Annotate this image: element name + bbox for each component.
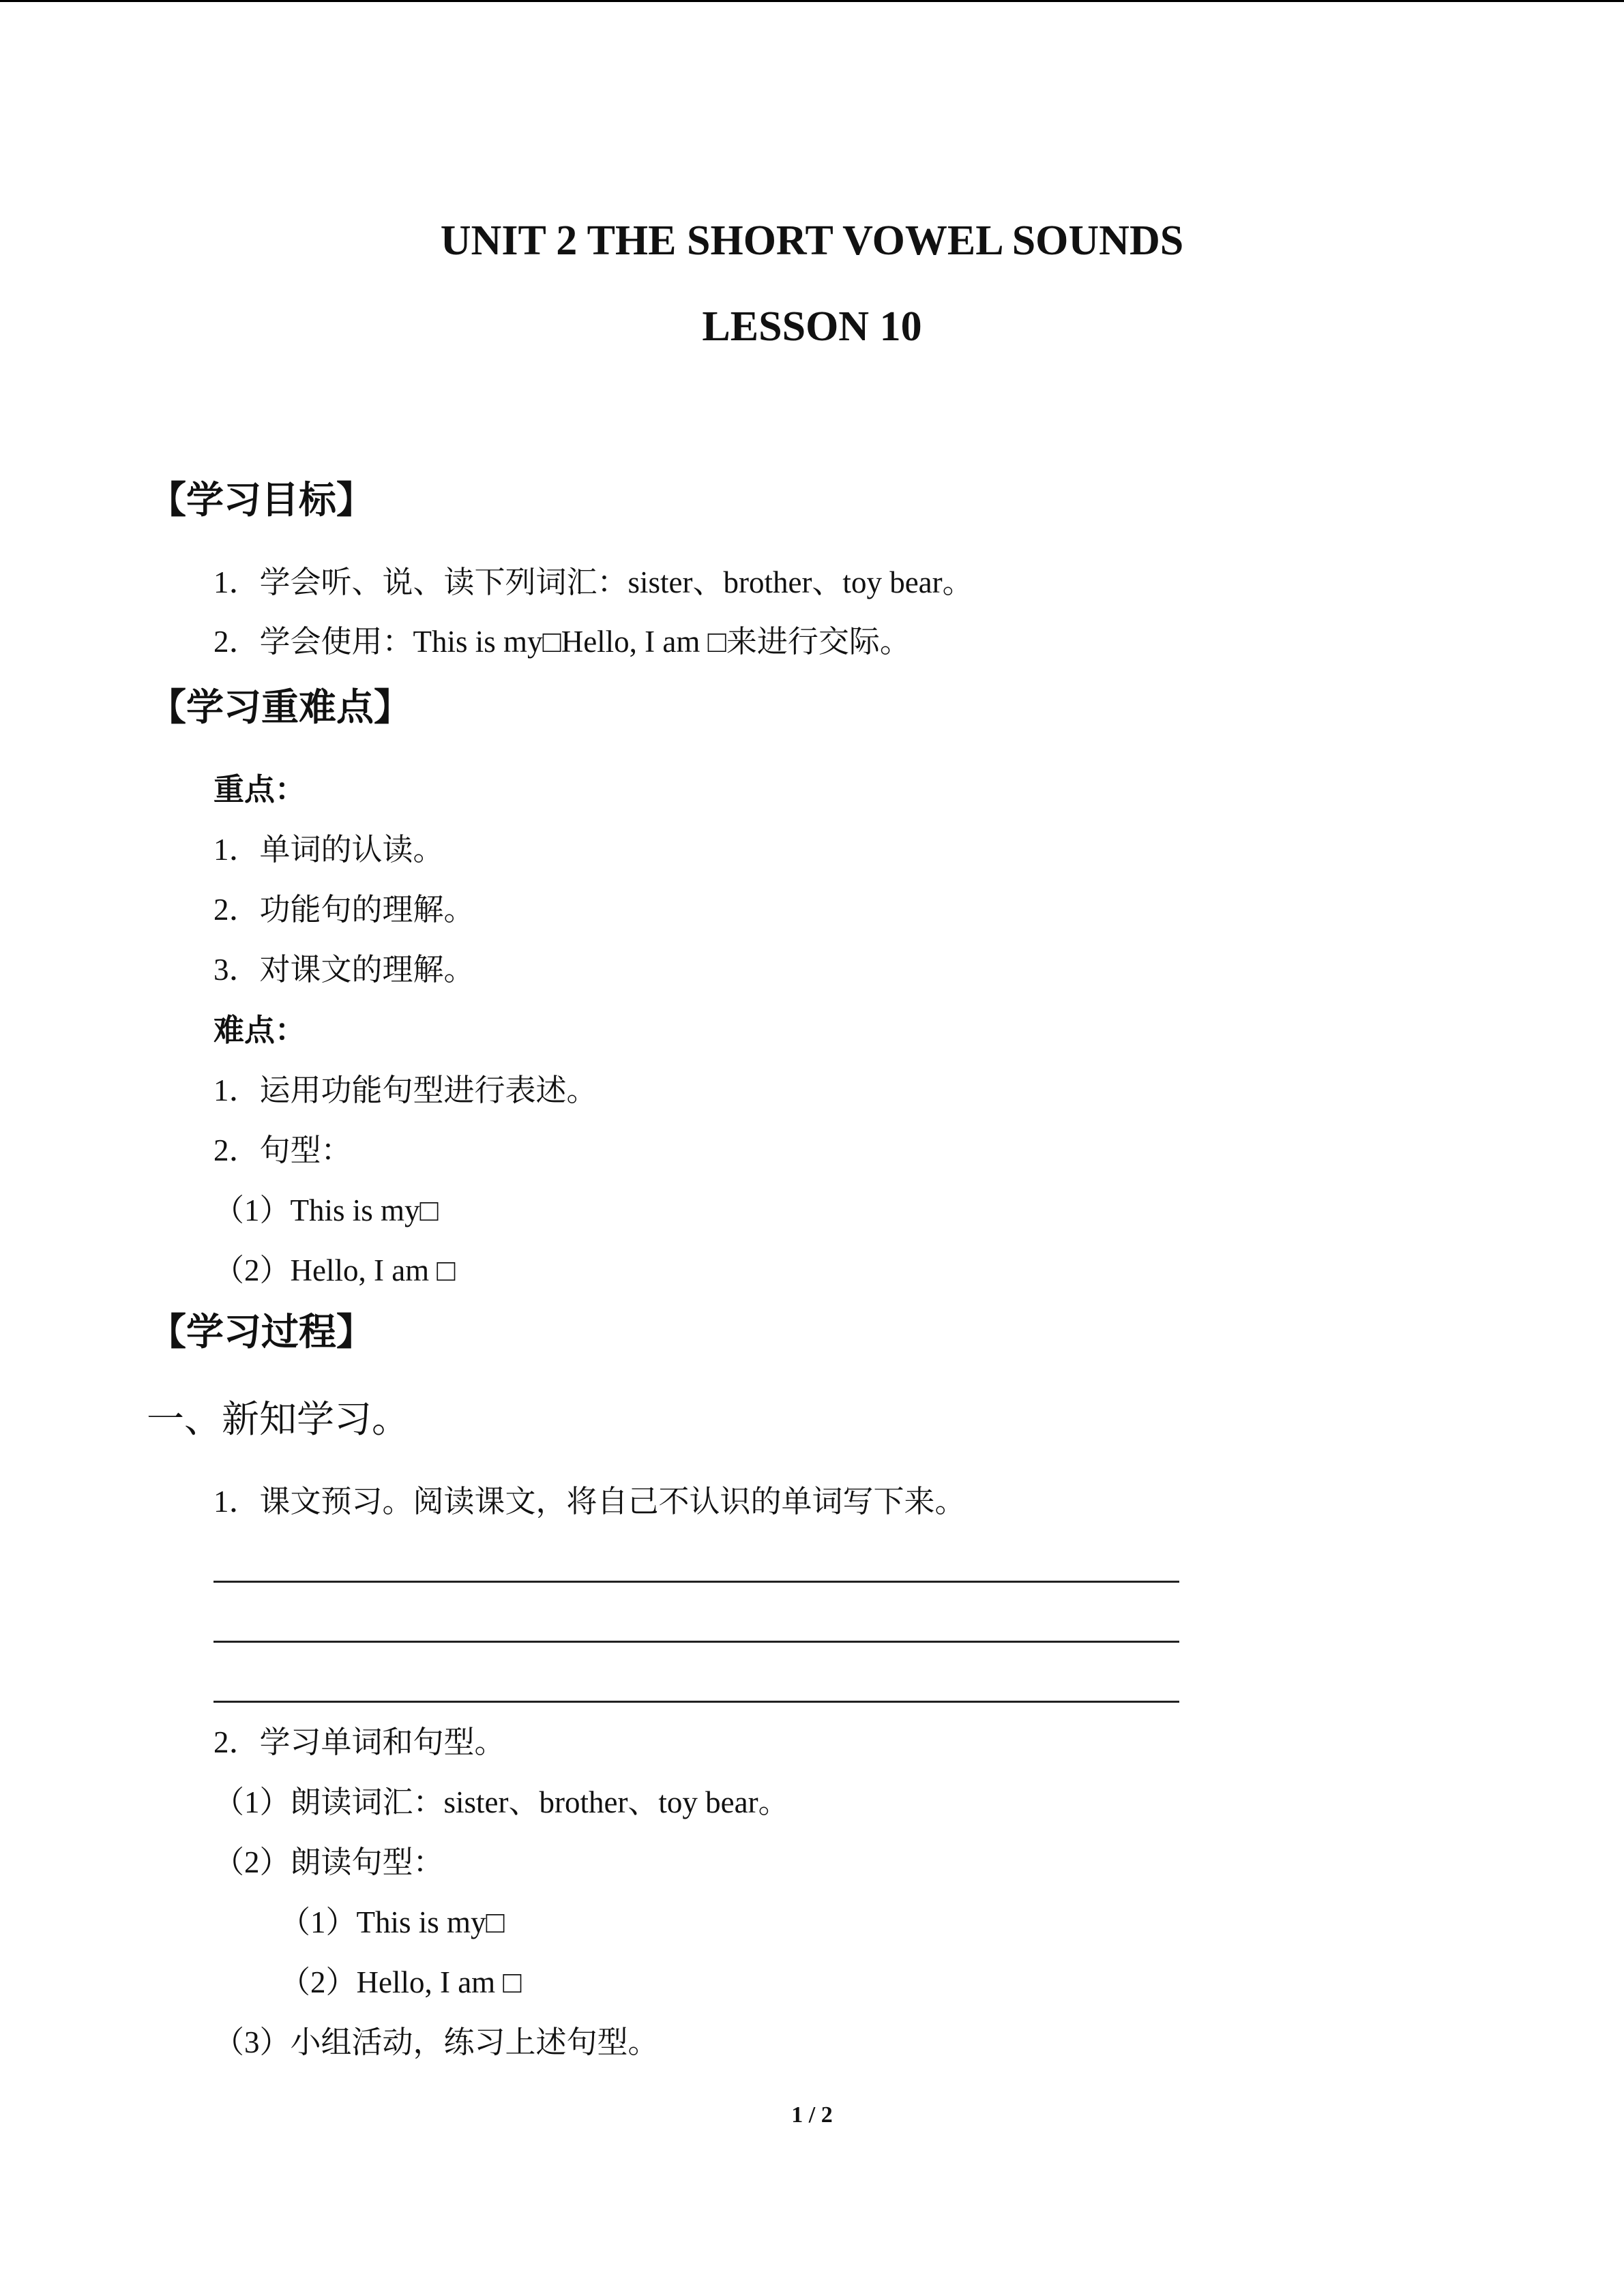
unit-title: UNIT 2 THE SHORT VOWEL SOUNDS xyxy=(440,218,1184,264)
page-number: 1 / 2 xyxy=(791,2102,833,2128)
difficult-point-item: 2．句型： xyxy=(213,1133,352,1167)
key-point-item: 2．功能句的理解。 xyxy=(213,893,475,927)
objective-item: 2．学会使用：This is my□Hello, I am □来进行交际。 xyxy=(213,625,911,659)
objectives-heading: 【学习目标】 xyxy=(149,479,374,521)
study-task: 2．学习单词和句型。 xyxy=(213,1725,505,1759)
answer-line xyxy=(213,1701,1179,1703)
process-heading: 【学习过程】 xyxy=(149,1311,374,1353)
answer-line xyxy=(213,1641,1179,1643)
read-sentences: （2）朗读句型： xyxy=(213,1845,444,1879)
group-activity: （3）小组活动，练习上述句型。 xyxy=(213,2025,659,2059)
key-points-label: 重点： xyxy=(213,773,306,807)
sentence-pattern: （1）This is my□ xyxy=(213,1193,439,1227)
sentence-pattern: （2）Hello, I am □ xyxy=(213,1253,456,1287)
preview-task: 1．课文预习。阅读课文，将自己不认识的单词写下来。 xyxy=(213,1485,966,1519)
answer-line xyxy=(213,1581,1179,1583)
key-point-item: 1．单词的认读。 xyxy=(213,833,444,867)
lesson-title: LESSON 10 xyxy=(702,303,922,350)
difficult-point-item: 1．运用功能句型进行表述。 xyxy=(213,1073,597,1107)
read-vocabulary: （1）朗读词汇：sister、brother、toy bear。 xyxy=(213,1785,789,1819)
key-point-item: 3．对课文的理解。 xyxy=(213,953,475,987)
difficult-points-label: 难点： xyxy=(213,1013,306,1047)
sentence-pattern: （1）This is my□ xyxy=(280,1905,505,1939)
section-new-learning: 一、新知学习。 xyxy=(147,1399,410,1440)
sentence-pattern: （2）Hello, I am □ xyxy=(280,1965,522,1999)
page-top-border xyxy=(0,0,1624,2)
objective-item: 1．学会听、说、读下列词汇：sister、brother、toy bear。 xyxy=(213,565,973,599)
difficulties-heading: 【学习重难点】 xyxy=(149,687,412,728)
